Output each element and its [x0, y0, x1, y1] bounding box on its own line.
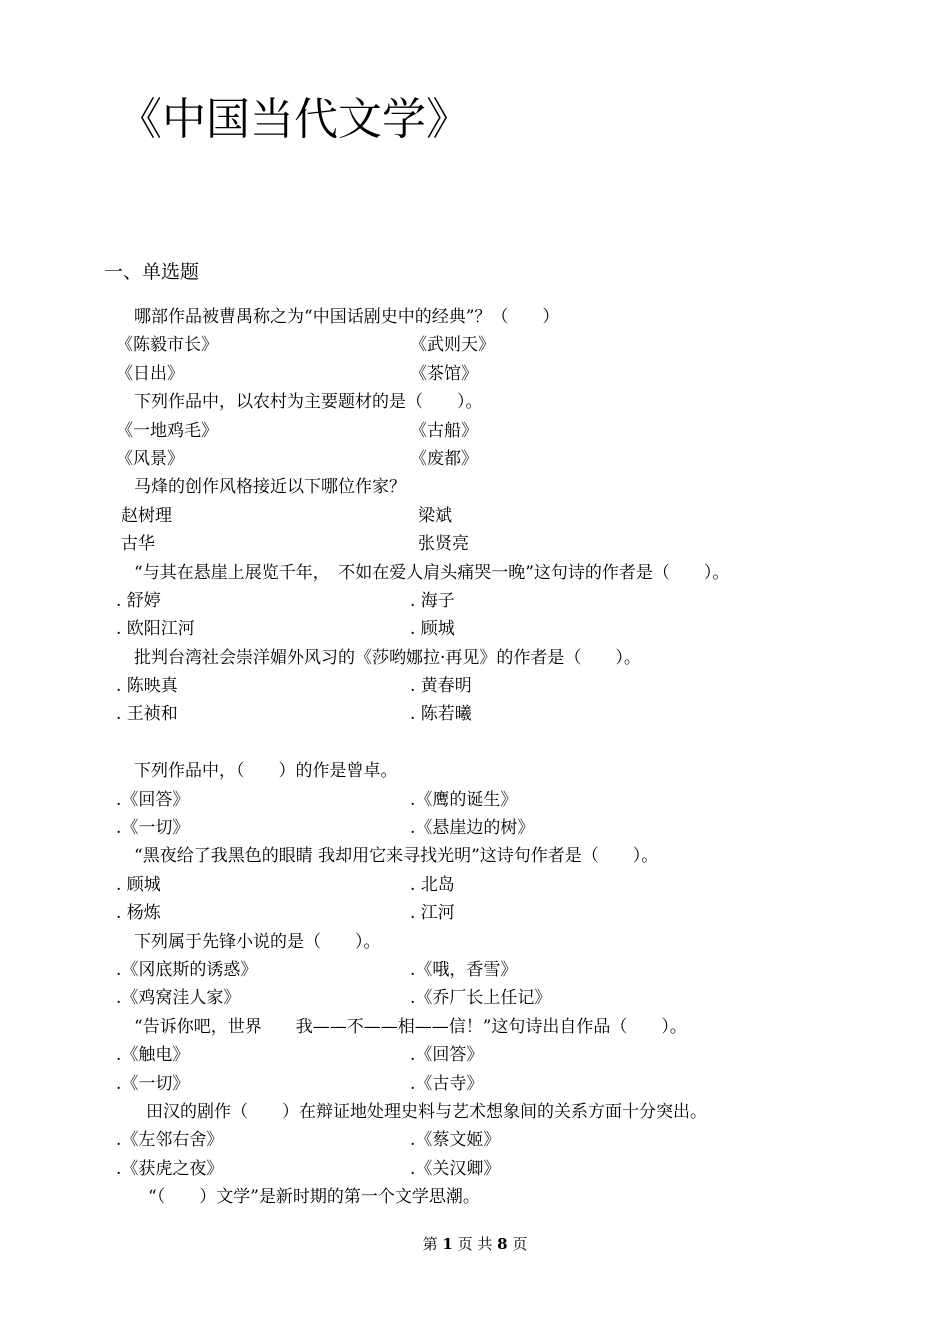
- option-a: 《一地鸡毛》: [116, 420, 218, 441]
- question-stem: [0, 473, 950, 501]
- option-c: 《风景》: [116, 448, 184, 469]
- option-row: [0, 786, 950, 814]
- question-text: 田汉的剧作（ ）在辩证地处理史料与艺术想象间的关系方面十分突出。: [146, 1101, 707, 1122]
- option-d: .《乔厂长上任记》: [410, 988, 552, 1009]
- option-row: [0, 1041, 950, 1069]
- option-d: . 顾城: [410, 619, 455, 640]
- option-b: 《古船》: [410, 420, 478, 441]
- option-b: 梁斌: [418, 505, 452, 526]
- option-b: . 黄春明: [410, 676, 472, 697]
- option-d: 《废都》: [410, 448, 478, 469]
- option-b: 《武则天》: [410, 335, 495, 356]
- page-footer: [0, 1232, 950, 1256]
- footer-middle: 页 共: [457, 1235, 493, 1253]
- question-text: 下列属于先锋小说的是（ ）。: [134, 931, 381, 952]
- question-stem: [0, 928, 950, 956]
- question-list: [0, 303, 950, 1212]
- question-stem: [0, 1098, 950, 1126]
- option-row: [0, 672, 950, 700]
- question-stem: [0, 842, 950, 870]
- option-row: [0, 1155, 950, 1183]
- option-row: [0, 1126, 950, 1154]
- question-text: “告诉你吧，世界 我——不——相——信！”这句诗出自作品（ ）。: [134, 1016, 687, 1037]
- option-row: [0, 899, 950, 927]
- option-d: . 陈若曦: [410, 704, 472, 725]
- option-a: . 顾城: [116, 874, 161, 895]
- question-text: “黑夜给了我黑色的眼睛 我却用它来寻找光明”这诗句作者是（ ）。: [134, 846, 659, 867]
- question-text: 马烽的创作风格接近以下哪位作家？: [134, 477, 406, 498]
- option-row: [0, 587, 950, 615]
- option-row: [0, 331, 950, 359]
- option-d: . 江河: [410, 903, 455, 924]
- option-c: . 欧阳江河: [116, 619, 195, 640]
- question-stem: [0, 388, 950, 416]
- option-row: [0, 814, 950, 842]
- option-b: .《哦，香雪》: [410, 959, 518, 980]
- option-row: [0, 1070, 950, 1098]
- option-row: [0, 615, 950, 643]
- option-row: [0, 445, 950, 473]
- question-stem: [0, 757, 950, 785]
- option-row: [0, 984, 950, 1012]
- option-a: . 舒婷: [116, 590, 161, 611]
- question-stem: [0, 559, 950, 587]
- question-stem: [0, 1183, 950, 1211]
- option-row: [0, 956, 950, 984]
- option-b: .《鹰的诞生》: [410, 789, 518, 810]
- question-text: “（ ）文学”是新时期的第一个文学思潮。: [148, 1187, 480, 1208]
- question-text: “与其在悬崖上展览千年， 不如在爱人肩头痛哭一晚”这句诗的作者是（ ）。: [134, 562, 730, 583]
- option-a: .《回答》: [116, 789, 190, 810]
- option-row: [0, 700, 950, 728]
- option-d: .《悬崖边的树》: [410, 818, 535, 839]
- option-a: 《陈毅市长》: [116, 335, 218, 356]
- option-c: . 王祯和: [116, 704, 178, 725]
- option-b: .《蔡文姬》: [410, 1130, 501, 1151]
- current-page-number: 1: [442, 1235, 453, 1253]
- option-d: .《古寺》: [410, 1073, 484, 1094]
- option-c: 《日出》: [116, 363, 184, 384]
- footer-suffix: 页: [512, 1235, 528, 1253]
- option-a: . 陈映真: [116, 676, 178, 697]
- question-stem: [0, 644, 950, 672]
- question-text: 下列作品中，（ ）的作是曾卓。: [134, 761, 398, 782]
- option-b: . 北岛: [410, 874, 455, 895]
- footer-prefix: 第: [422, 1235, 438, 1253]
- option-row: [0, 871, 950, 899]
- option-a: .《左邻右舍》: [116, 1130, 224, 1151]
- question-text: 下列作品中，以农村为主要题材的是（ ）。: [134, 392, 483, 413]
- question-stem: [0, 303, 950, 331]
- document-title: 《中国当代文学》: [118, 94, 470, 145]
- question-text: 哪部作品被曹禺称之为“中国话剧史中的经典”？（ ）: [134, 307, 560, 327]
- option-d: .《关汉卿》: [410, 1158, 501, 1179]
- option-c: 古华: [121, 534, 155, 555]
- option-d: 张贤亮: [418, 534, 469, 555]
- option-d: 《茶馆》: [410, 363, 478, 384]
- option-a: .《触电》: [116, 1045, 190, 1066]
- question-stem: [0, 1013, 950, 1041]
- option-row: [0, 417, 950, 445]
- section-heading: 一、单选题: [104, 261, 200, 283]
- option-a: 赵树理: [121, 505, 172, 526]
- option-c: .《鸡窝洼人家》: [116, 988, 241, 1009]
- option-b: .《回答》: [410, 1045, 484, 1066]
- option-a: .《冈底斯的诱惑》: [116, 959, 258, 980]
- option-b: . 海子: [410, 590, 455, 611]
- question-text: 批判台湾社会崇洋媚外风习的《莎哟娜拉·再见》的作者是（ ）。: [134, 647, 641, 668]
- total-page-count: 8: [497, 1235, 508, 1253]
- option-c: .《获虎之夜》: [116, 1158, 224, 1179]
- option-row: [0, 360, 950, 388]
- option-row: [0, 502, 950, 530]
- option-c: . 杨炼: [116, 903, 161, 924]
- option-row: [0, 530, 950, 558]
- option-c: .《一切》: [116, 818, 190, 839]
- blank-line: [0, 729, 950, 757]
- option-c: .《一切》: [116, 1073, 190, 1094]
